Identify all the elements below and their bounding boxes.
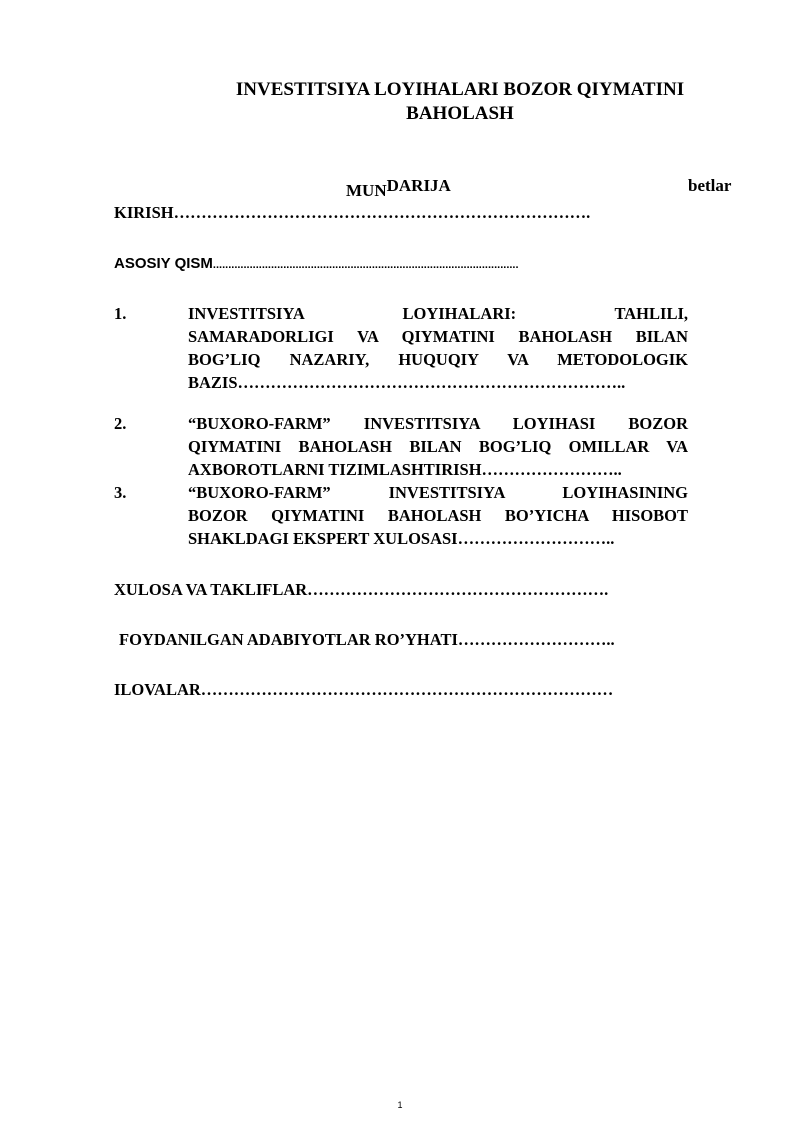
toc-item-2-number: 2. xyxy=(114,414,127,433)
toc-item-3-line-2: BOZOR QIYMATINI BAHOLASH BO’YICHA HISOBOT xyxy=(188,506,688,525)
toc-heading-part-2: DARIJA xyxy=(386,176,451,195)
toc-entry-ilovalar: ILOVALAR………………………………………………………………… xyxy=(114,680,614,699)
toc-item-3-line-1: “BUXORO-FARM” INVESTITSIYA LOYIHASINING xyxy=(188,483,688,502)
toc-item-2 xyxy=(188,412,688,481)
toc-item-3-line-3: SHAKLDAGI EKSPERT XULOSASI……………………….. xyxy=(188,529,615,548)
toc-item-2-line-1: “BUXORO-FARM” INVESTITSIYA LOYIHASI BOZOR xyxy=(188,414,688,433)
toc-page-column-label: betlar xyxy=(688,176,732,195)
toc-entry-kirish: KIRISH…………………………………………………………………. xyxy=(114,203,591,222)
toc-item-3-number: 3. xyxy=(114,483,127,502)
toc-entry-asosiy-label: ASOSIY QISM xyxy=(114,255,213,272)
toc-heading-part-1: MUN xyxy=(346,181,387,200)
toc-item-1-line-4: BAZIS…………………………………………………………….. xyxy=(188,373,626,392)
toc-entry-adabiyotlar: FOYDANILGAN ADABIYOTLAR RO’YHATI……………………….. xyxy=(119,630,615,649)
toc-item-1-line-2: SAMARADORLIGI VA QIYMATINI BAHOLASH BILAN xyxy=(188,327,688,346)
toc-heading xyxy=(346,176,451,200)
toc-item-1 xyxy=(188,302,688,394)
toc-entry-asosiy-dots: .................................................................................................... xyxy=(212,259,519,271)
toc-item-2-line-2: QIYMATINI BAHOLASH BILAN BOG’LIQ OMILLAR VA xyxy=(188,437,688,456)
document-title-line-2: BAHOLASH xyxy=(406,103,514,124)
page-number: 1 xyxy=(397,1100,403,1110)
toc-item-3 xyxy=(188,481,688,550)
toc-item-1-number: 1. xyxy=(114,304,127,323)
document-title-line-1: INVESTITSIYA LOYIHALARI BOZOR QIYMATINI xyxy=(235,79,685,100)
toc-item-1-line-3: BOG’LIQ NAZARIY, HUQUQIY VA METODOLOGIK xyxy=(188,350,688,369)
toc-item-2-line-3: AXBOROTLARNI TIZIMLASHTIRISH…………………….. xyxy=(188,460,622,479)
toc-entry-xulosa: XULOSA VA TAKLIFLAR………………………………………………. xyxy=(114,580,609,599)
toc-item-1-line-1: INVESTITSIYA LOYIHALARI: TAHLILI, xyxy=(188,304,688,323)
toc-entry-asosiy-qism xyxy=(114,255,519,272)
